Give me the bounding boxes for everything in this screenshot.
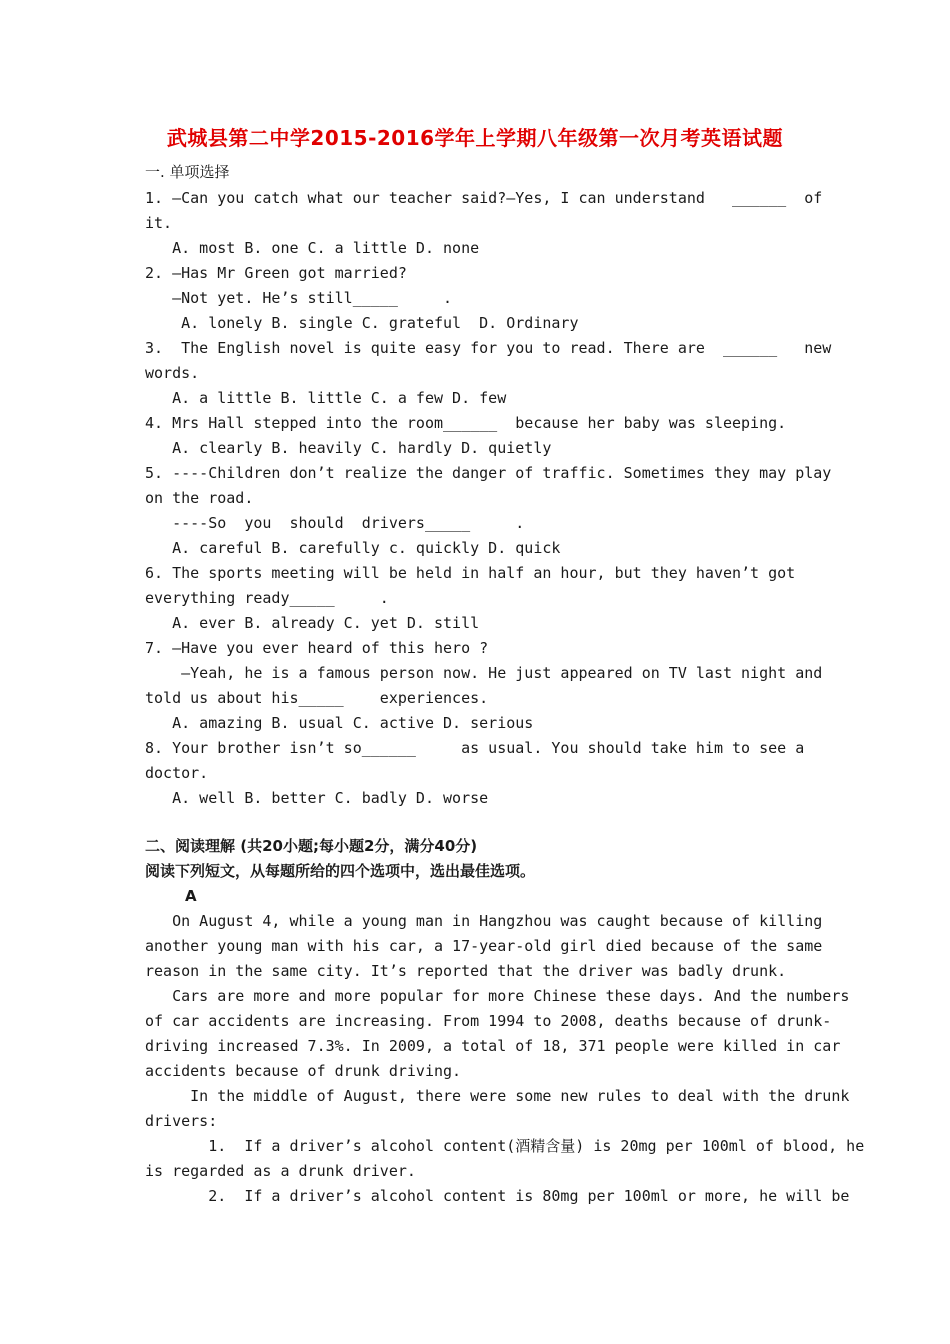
- options-line: A. clearly B. heavily C. hardly D. quietly: [145, 439, 552, 457]
- text-line: everything ready_____ .: [145, 589, 389, 607]
- text-line: 3. The English novel is quite easy for you to read. There are ______ new: [145, 339, 832, 357]
- text-line: In the middle of August, there were some new rules to deal with the drunk: [145, 1087, 850, 1105]
- text-line: 4. Mrs Hall stepped into the room______ because her baby was sleeping.: [145, 414, 787, 432]
- text-line: reason in the same city. It’s reported that the driver was badly drunk.: [145, 962, 787, 980]
- text-line: —Not yet. He’s still_____ .: [145, 289, 453, 307]
- options-line: A. most B. one C. a little D. none: [145, 239, 480, 257]
- text-line: doctor.: [145, 764, 209, 782]
- text-line: of car accidents are increasing. From 1994 to 2008, deaths because of drunk-: [145, 1012, 832, 1030]
- text-line: 8. Your brother isn’t so______ as usual. You should take him to see a: [145, 739, 805, 757]
- options-line: A. a little B. little C. a few D. few: [145, 389, 507, 407]
- options-line: A. ever B. already C. yet D. still: [145, 614, 480, 632]
- text-line: drivers:: [145, 1112, 218, 1130]
- text-line: 1. —Can you catch what our teacher said?—Yes, I can understand ______ of: [145, 189, 823, 207]
- text-line: 1. If a driver’s alcohol content(酒精含量) is 20mg per 100ml of blood, he: [145, 1137, 865, 1155]
- text-line: another young man with his car, a 17-year-old girl died because of the same: [145, 937, 823, 955]
- text-line: is regarded as a drunk driver.: [145, 1162, 416, 1180]
- passage-label: A: [185, 887, 197, 905]
- text-line: driving increased 7.3%. In 2009, a total of 18, 371 people were killed in car: [145, 1037, 841, 1055]
- text-line: 2. If a driver’s alcohol content is 80mg per 100ml or more, he will be: [145, 1187, 850, 1205]
- options-line: A. careful B. carefully c. quickly D. quick: [145, 539, 561, 557]
- section2-heading: 二、阅读理解 (共20小题;每小题2分，满分40分): [145, 837, 478, 855]
- text-line: it.: [145, 214, 173, 232]
- text-line: 7. —Have you ever heard of this hero ?: [145, 639, 489, 657]
- text-line: told us about his_____ experiences.: [145, 689, 489, 707]
- text-line: words.: [145, 364, 200, 382]
- text-line: 5. ----Children don’t realize the danger of traffic. Sometimes they may play: [145, 464, 832, 482]
- text-line: ----So you should drivers_____ .: [145, 514, 525, 532]
- text-line: 6. The sports meeting will be held in half an hour, but they haven’t got: [145, 564, 796, 582]
- text-line: 2. —Has Mr Green got married?: [145, 264, 407, 282]
- text-line: —Yeah, he is a famous person now. He just appeared on TV last night and: [145, 664, 823, 682]
- text-line: On August 4, while a young man in Hangzhou was caught because of killing: [145, 912, 823, 930]
- text-line: accidents because of drunk driving.: [145, 1062, 462, 1080]
- options-line: A. lonely B. single C. grateful D. Ordinary: [145, 314, 579, 332]
- section1-heading: 一. 单项选择: [145, 163, 230, 181]
- exam-title: 武城县第二中学2015-2016学年上学期八年级第一次月考英语试题: [166, 126, 784, 150]
- options-line: A. well B. better C. badly D. worse: [145, 789, 489, 807]
- options-line: A. amazing B. usual C. active D. serious: [145, 714, 534, 732]
- text-line: on the road.: [145, 489, 254, 507]
- text-line: Cars are more and more popular for more Chinese these days. And the numbers: [145, 987, 850, 1005]
- section2-instruction: 阅读下列短文，从每题所给的四个选项中，选出最佳选项。: [145, 862, 536, 880]
